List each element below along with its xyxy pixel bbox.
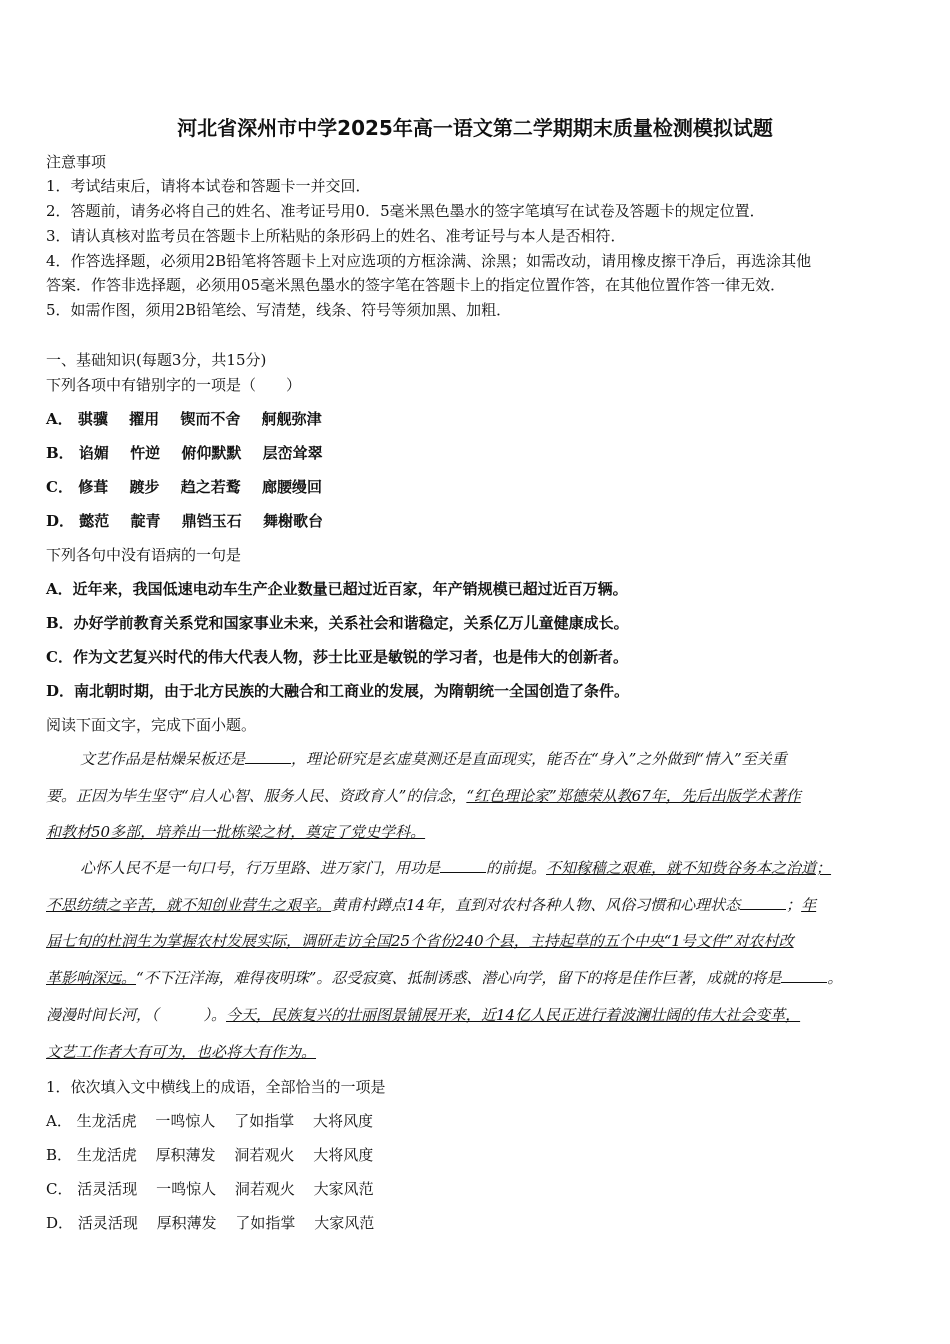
page-title: 河北省深州市中学2025年高一语文第二学期期末质量检测模拟试题 (177, 116, 773, 140)
option-word: 靛青 (130, 512, 161, 530)
option-word: 活灵活现 (77, 1180, 138, 1198)
option-word: 大将风度 (313, 1112, 374, 1130)
option-word: 忤逆 (130, 444, 161, 462)
option-letter: C． (46, 1180, 73, 1198)
notice-item: 3．请认真核对监考员在答题卡上所粘贴的条形码上的姓名、准考证号与本人是否相符． (46, 227, 626, 245)
q3-option-c (46, 1179, 374, 1199)
q1-option-a (46, 409, 322, 429)
option-letter: B． (46, 1146, 73, 1164)
option-word: 一鸣惊人 (156, 1180, 217, 1198)
option-word: 生龙活虎 (76, 1146, 137, 1164)
passage-text: “不下汪洋海，难得夜明珠”。忍受寂寞、抵制诱惑、潜心向学，留下的将是佳作巨著，成就的将是 (136, 969, 782, 987)
underlined-text: 不思纺绩之辛苦，就不知创业营生之艰辛。 (46, 896, 332, 914)
option-word: 鼎铛玉石 (181, 512, 242, 530)
passage-line (46, 749, 914, 769)
option-letter: A． (46, 1112, 72, 1130)
underlined-text: 今天，民族复兴的壮丽图景铺展开来，近14亿人民正进行着波澜壮阔的伟大社会变革， (226, 1006, 801, 1024)
q2-option-a: A．近年来，我国低速电动车生产企业数量已超过近百家，年产销规模已超过近百万辆。 (46, 580, 628, 598)
option-word: 大家风范 (314, 1214, 375, 1232)
option-word: 大将风度 (313, 1146, 374, 1164)
passage-line (46, 822, 914, 842)
section-heading: 一、基础知识(每题3分，共15分) (46, 351, 267, 369)
passage-line (46, 931, 914, 951)
option-word: 洞若观火 (234, 1146, 295, 1164)
notice-item: 5．如需作图，须用2B铅笔绘、写清楚，线条、符号等须加黑、加粗． (46, 301, 512, 319)
fill-blank (781, 968, 827, 983)
option-word: 修葺 (78, 478, 109, 496)
option-word: 厚积薄发 (156, 1214, 217, 1232)
q3-option-a (46, 1111, 373, 1131)
notice-item: 1．考试结束后，请将本试卷和答题卡一并交回． (46, 177, 371, 195)
passage-text: 的前提。 (486, 859, 547, 877)
option-word: 廊腰缦回 (261, 478, 322, 496)
passage-text: 黄甫村蹲点14年，直到对农村各种人物、风俗习惯和心理状态 (331, 896, 741, 914)
option-word: 擢用 (129, 410, 160, 428)
option-word: 洞若观火 (234, 1180, 295, 1198)
underlined-text: 和教材50多部，培养出一批栋梁之材，奠定了党史学科。 (46, 823, 426, 841)
underlined-text: 革影响深远。 (46, 969, 137, 987)
passage-line (46, 858, 914, 878)
option-word: 大家风范 (313, 1180, 374, 1198)
passage-text: 文艺作品是枯燥呆板还是 (80, 750, 246, 768)
passage-line (46, 968, 914, 988)
q2-option-d: D．南北朝时期，由于北方民族的大融合和工商业的发展，为隋朝统一全国创造了条件。 (46, 682, 630, 700)
question-stem: 下列各句中没有语病的一句是 (46, 546, 242, 564)
reading-intro: 阅读下面文字，完成下面小题。 (46, 716, 257, 734)
q2-option-c: C．作为文艺复兴时代的伟大代表人物，莎士比亚是敏锐的学习者，也是伟大的创新者。 (46, 648, 628, 666)
passage-text: 。 (827, 969, 843, 987)
option-word: 骐骥 (77, 410, 108, 428)
fill-blank (245, 749, 291, 764)
option-word: 了如指掌 (234, 1112, 295, 1130)
notice-heading: 注意事项 (46, 153, 107, 171)
fill-blank (440, 858, 486, 873)
q3-option-b (46, 1145, 373, 1165)
option-word: 趋之若鹜 (180, 478, 241, 496)
passage-line (46, 1005, 914, 1025)
q1-option-d (46, 511, 323, 531)
option-word: 懿范 (79, 512, 110, 530)
option-word: 舸舰弥津 (261, 410, 322, 428)
option-word: 谄媚 (78, 444, 109, 462)
underlined-text: 不知稼穑之艰难，就不知赀谷务本之治道； (546, 859, 832, 877)
underlined-text: 届七旬的杜润生为掌握农村发展实际，调研走访全国25个省份240个县，主持起草的五个中央“1号文件”对农村改 (46, 932, 794, 950)
q2-option-b: B．办好学前教育关系党和国家事业未来，关系社会和谐稳定，关系亿万儿童健康成长。 (46, 614, 629, 632)
option-word: 了如指掌 (235, 1214, 296, 1232)
notice-item: 答案．作答非选择题，必须用05毫米黑色墨水的签字笔在答题卡上的指定位置作答，在其他位置作答一律无效． (46, 276, 786, 294)
option-word: 锲而不舍 (180, 410, 241, 428)
option-word: 活灵活现 (77, 1214, 138, 1232)
q3-option-d (46, 1213, 374, 1233)
option-word: 俯仰默默 (181, 444, 242, 462)
q1-option-c (46, 477, 322, 497)
q1-option-b (46, 443, 323, 463)
option-letter: D． (46, 512, 75, 530)
passage-line (46, 895, 914, 915)
underlined-text: 文艺工作者大有可为，也必将大有作为。 (46, 1043, 317, 1061)
passage-line (46, 786, 914, 806)
option-word: 踱步 (129, 478, 160, 496)
option-word: 一鸣惊人 (155, 1112, 216, 1130)
question-stem: 1．依次填入文中横线上的成语，全部恰当的一项是 (46, 1078, 386, 1096)
option-word: 生龙活虎 (76, 1112, 137, 1130)
passage-text: 漫漫时间长河，（ ）。 (46, 1006, 227, 1024)
option-letter: C． (46, 478, 73, 496)
option-letter: A． (46, 410, 73, 428)
underlined-text: 年 (801, 896, 817, 914)
option-letter: B． (46, 444, 74, 462)
passage-text: ； (786, 896, 802, 914)
passage-text: 心怀人民不是一句口号，行万里路、进万家门，用功是 (80, 859, 441, 877)
fill-blank (740, 895, 786, 910)
question-stem: 下列各项中有错别字的一项是（ ） (46, 376, 302, 394)
notice-item: 4．作答选择题，必须用2B铅笔将答题卡上对应选项的方框涂满、涂黑；如需改动，请用橡皮擦干净后，再选涂其他 (46, 252, 812, 270)
passage-text: ，理论研究是玄虚莫测还是直面现实，能否在“身入”之外做到“情入”至关重 (291, 750, 787, 768)
underlined-text: “红色理论家”郑德荣从教67年，先后出版学术著作 (466, 787, 801, 805)
passage-line (46, 1042, 914, 1062)
option-word: 厚积薄发 (155, 1146, 216, 1164)
notice-item: 2．答题前，请务必将自己的姓名、准考证号用0．5毫米黑色墨水的签字笔填写在试卷及答题卡的规定位置． (46, 202, 765, 220)
option-word: 层峦耸翠 (262, 444, 323, 462)
option-word: 舞榭歌台 (263, 512, 324, 530)
passage-text: 要。正因为毕生坚守“启人心智、服务人民、资政育人”的信念， (46, 787, 467, 805)
option-letter: D． (46, 1214, 74, 1232)
